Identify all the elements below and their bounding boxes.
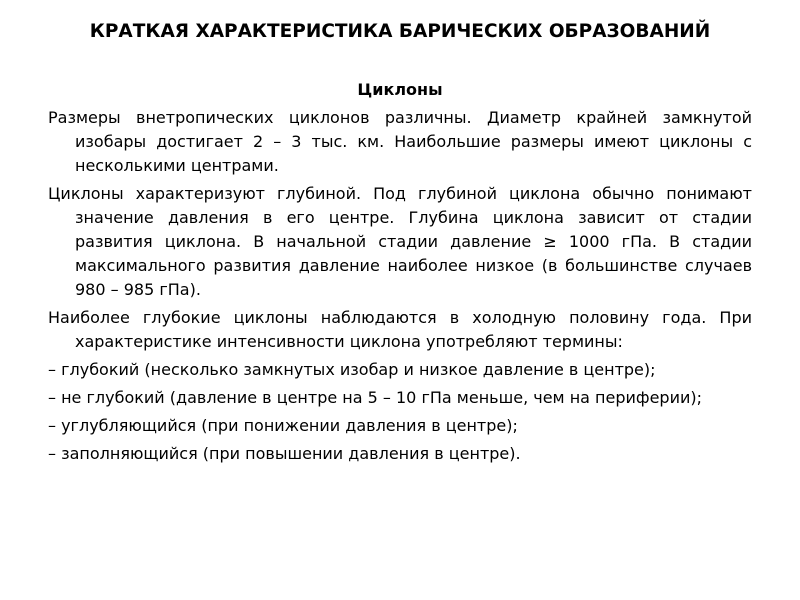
section-subtitle: Циклоны	[357, 80, 443, 99]
slide-title: КРАТКАЯ ХАРАКТЕРИСТИКА БАРИЧЕСКИХ ОБРАЗОВАНИЙ	[89, 21, 711, 42]
paragraph-depth: Циклоны характеризуют глубиной. Под глубиной циклона обычно понимают значение давления в его центре. Глубина циклона зависит от стадии развития циклона. В начальной стадии давление ≥ 1000 гПа. В стадии максимального развития давление наиболее низкое (в большинстве случаев 980 – 985 гПа).	[48, 184, 752, 299]
list-item-shallow: – не глубокий (давление в центре на 5 – 10 гПа меньше, чем на периферии);	[48, 388, 703, 407]
list-item-filling: – заполняющийся (при повышении давления в центре).	[48, 444, 521, 463]
paragraph-sizes: Размеры внетропических циклонов различны. Диаметр крайней замкнутой изобары достигает 2 – 3 тыс. км. Наибольшие размеры имеют циклоны с несколькими центрами.	[48, 108, 752, 175]
paragraph-season: Наиболее глубокие циклоны наблюдаются в холодную половину года. При характеристике интенсивности циклона употребляют термины:	[48, 308, 752, 351]
slide-body	[48, 106, 752, 470]
list-item-deep: – глубокий (несколько замкнутых изобар и низкое давление в центре);	[48, 360, 656, 379]
list-item-deepening: – углубляющийся (при понижении давления в центре);	[48, 416, 518, 435]
